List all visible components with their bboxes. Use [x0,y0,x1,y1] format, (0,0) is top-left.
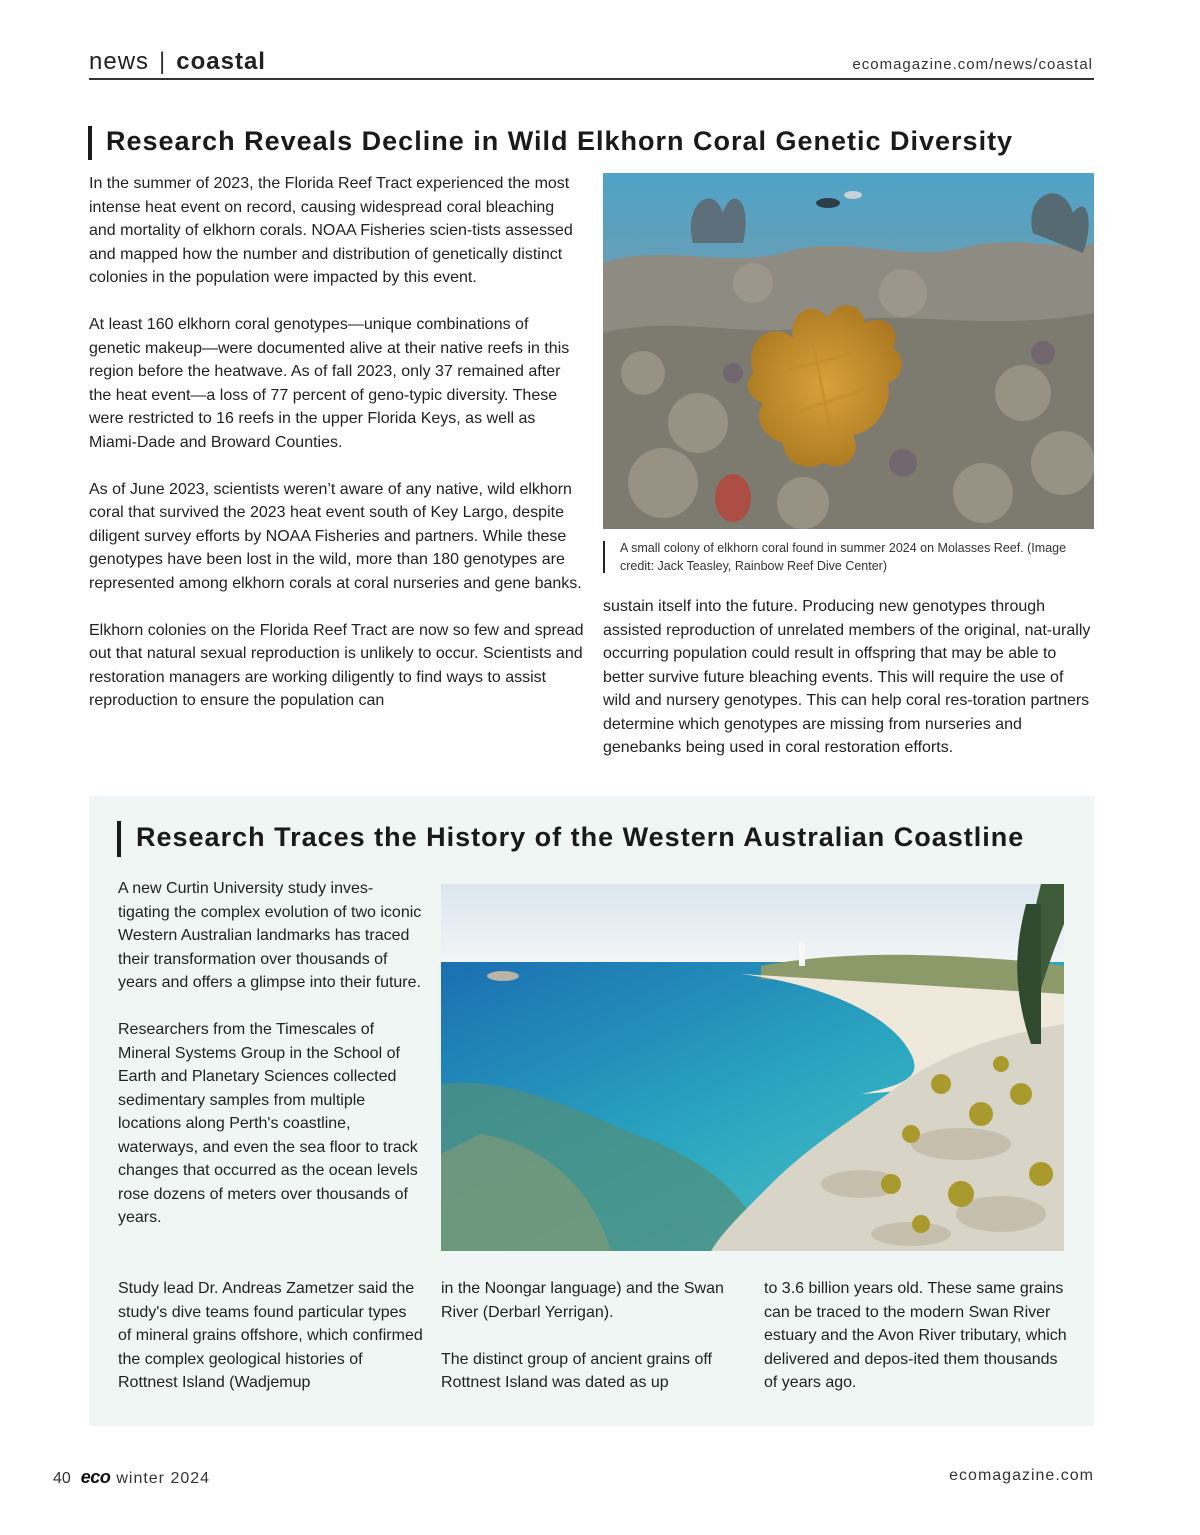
article1-column-2 [603,595,1094,760]
eco-logo: eco [80,1467,111,1487]
article1-title: Research Reveals Decline in Wild Elkhorn Coral Genetic Diversity [106,126,1014,156]
page-number: 40 [53,1470,71,1487]
header-rule [89,78,1094,80]
coral-photo-caption: A small colony of elkhorn coral found in summer 2024 on Molasses Reef. (Image credit: Jack Teasley, Rainbow Reef Dive Center) [620,541,1067,573]
section-header [89,48,266,76]
article2-column-2 [441,1277,746,1395]
caption-accent-bar [603,541,605,573]
article2-paragraph: in the Noongar language) and the Swan River (Derbarl Yerrigan). [441,1280,724,1321]
article2-paragraph: The distinct group of ancient grains off Rottnest Island was dated as up [441,1350,712,1391]
section-url[interactable]: ecomagazine.com/news/coastal [852,56,1093,73]
section-prefix: news [89,48,150,75]
article1-paragraph: At least 160 elkhorn coral genotypes—unique combinations of genetic makeup—were documented alive at their native reefs in this region before the heatwave. As of fall 2023, only 37 remained after the heat event—a loss of 77 percent of geno-typic diversity. These were restricted to 16 reefs in the upper Florida Keys, as well as Miami-Dade and Broward Counties. [89,316,570,451]
article2-column-1-bottom [118,1277,423,1395]
article1-paragraph: sustain itself into the future. Producing new genotypes through assisted reproduction of unrelated members of the original, nat-urally occurring population could result in offspring that may be able to better survive future bleaching events. This will require the use of wild and nursery genotypes. This can help coral res-toration partners determine which genotypes are missing from nurseries and genebanks being used in coral restoration efforts. [603,598,1091,756]
article2-title: Research Traces the History of the Western Australian Coastline [136,822,1025,852]
article1-column-1 [89,172,584,713]
article2-column-1-top [118,877,423,1230]
article1-paragraph: As of June 2023, scientists weren’t aware of any native, wild elkhorn coral that survived the 2023 heat event south of Key Largo, despite diligent survey efforts by NOAA Fisheries and partners. While these genotypes have been lost in the wild, more than 180 genotypes are represented among elkhorn corals at coral nurseries and gene banks. [89,480,582,592]
headline-accent-bar [117,821,121,857]
article2-paragraph: A new Curtin University study inves-tigating the complex evolution of two iconic Western Australian landmarks has traced their transformation over thousands of years and offers a glimpse into their future. [118,880,422,991]
headline-accent-bar [88,126,92,160]
article2-paragraph: to 3.6 billion years old. These same grains can be traced to the modern Swan River estuary and the Avon River tributary, which delivered and depos-ited them thousands of years ago. [764,1280,1067,1391]
coral-photo [603,173,1094,529]
article2-paragraph: Study lead Dr. Andreas Zametzer said the study's dive teams found particular types of mineral grains offshore, which confirmed the complex geological histories of Rottnest Island (Wadjemup [118,1280,423,1391]
footer-site-link[interactable]: ecomagazine.com [949,1467,1094,1484]
article2-column-3 [764,1277,1069,1395]
issue-label: winter 2024 [116,1470,211,1487]
section-separator: | [159,48,167,75]
article1-paragraph: In the summer of 2023, the Florida Reef Tract experienced the most intense heat event on record, causing widespread coral bleaching and mortality of elkhorn corals. NOAA Fisheries scien-tists assessed and mapped how the number and distribution of genetically distinct colonies in the population were impacted by this event. [89,175,573,286]
article1-paragraph: Elkhorn colonies on the Florida Reef Tract are now so few and spread out that natural sexual reproduction is unlikely to occur. Scientists and restoration managers are working diligently to find ways to assist reproduction to ensure the population can [89,621,584,709]
coastline-photo [441,884,1064,1251]
section-name: coastal [176,48,266,75]
article2-paragraph: Researchers from the Timescales of Mineral Systems Group in the School of Earth and Planetary Sciences collected sedimentary samples from multiple locations along Perth's coastline, waterways, and even the sea floor to track changes that occurred as the ocean levels rose dozens of meters over thousands of years. [118,1021,418,1226]
page-footer-left [53,1467,210,1488]
